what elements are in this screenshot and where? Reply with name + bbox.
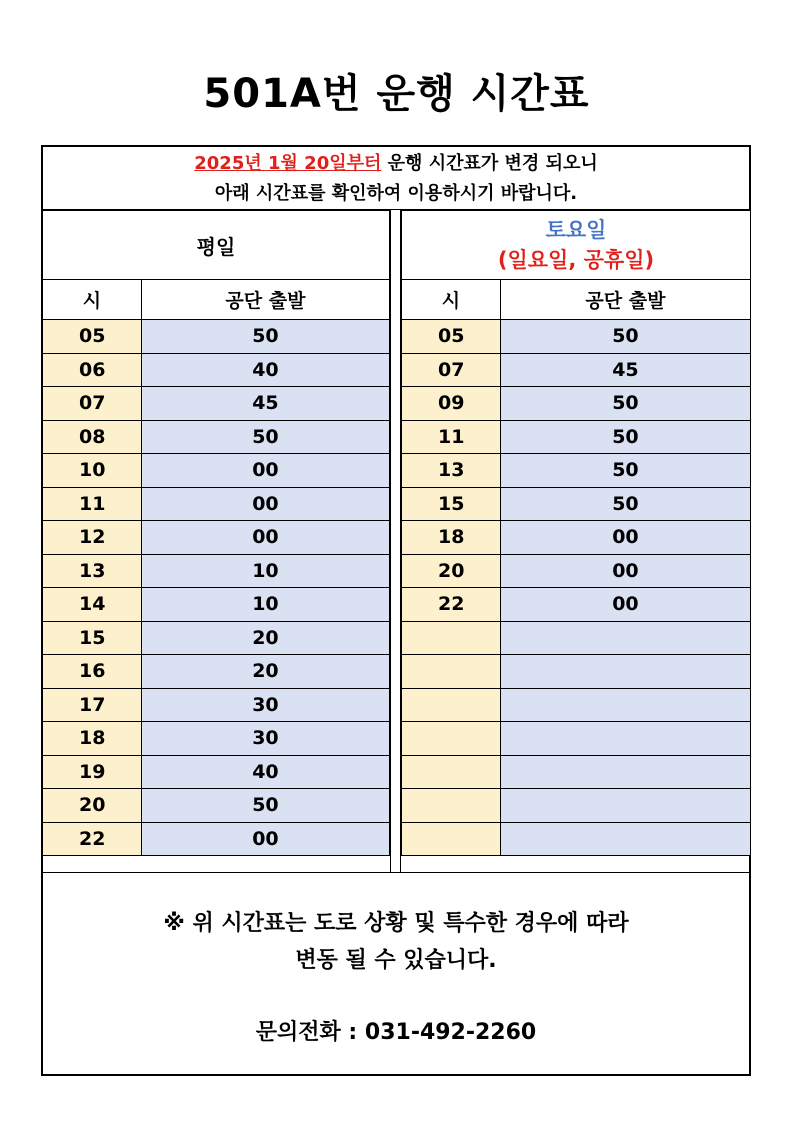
table-row [402, 755, 751, 789]
table-row [402, 521, 751, 555]
departure-minute-cell [500, 655, 750, 689]
saturday-hour-header: 시 [402, 280, 501, 320]
departure-minute-cell: 50 [141, 420, 389, 454]
hour-cell: 05 [43, 320, 142, 354]
footer-line-1: ※ 위 시간표는 도로 상황 및 특수한 경우에 따라 [163, 911, 629, 936]
table-row [43, 320, 390, 354]
departure-minute-cell: 00 [141, 521, 389, 555]
departure-minute-cell: 00 [500, 588, 750, 622]
table-row [402, 822, 751, 856]
hour-cell: 11 [43, 487, 142, 521]
hour-cell: 12 [43, 521, 142, 555]
table-row [43, 755, 390, 789]
departure-minute-cell: 00 [141, 454, 389, 488]
table-row [402, 655, 751, 689]
timetable-frame [41, 145, 751, 1076]
hour-cell: 11 [402, 420, 501, 454]
table-row [402, 621, 751, 655]
table-row [402, 554, 751, 588]
departure-minute-cell: 40 [141, 353, 389, 387]
effective-date: 2025년 1월 20일부터 [194, 153, 382, 174]
table-row [43, 655, 390, 689]
departure-minute-cell: 50 [141, 789, 389, 823]
weekday-minute-header: 공단 출발 [141, 280, 389, 320]
departure-minute-cell: 45 [500, 353, 750, 387]
hour-cell: 05 [402, 320, 501, 354]
hour-cell: 07 [402, 353, 501, 387]
departure-minute-cell: 20 [141, 655, 389, 689]
table-row [43, 688, 390, 722]
departure-minute-cell: 20 [141, 621, 389, 655]
hour-cell: 07 [43, 387, 142, 421]
page-title: 501A번 운행 시간표 [203, 71, 590, 117]
table-row [43, 621, 390, 655]
weekday-label: 평일 [43, 211, 390, 280]
hour-cell: 18 [43, 722, 142, 756]
hour-cell: 10 [43, 454, 142, 488]
table-row [402, 320, 751, 354]
hour-cell: 20 [43, 789, 142, 823]
departure-minute-cell: 30 [141, 688, 389, 722]
hour-cell: 18 [402, 521, 501, 555]
departure-minute-cell [500, 722, 750, 756]
departure-minute-cell: 30 [141, 722, 389, 756]
hour-cell: 06 [43, 353, 142, 387]
table-row [43, 521, 390, 555]
hour-cell [402, 722, 501, 756]
table-row [402, 688, 751, 722]
departure-minute-cell: 50 [500, 487, 750, 521]
hour-cell: 20 [402, 554, 501, 588]
hour-cell [402, 621, 501, 655]
departure-minute-cell [500, 789, 750, 823]
table-row [402, 454, 751, 488]
table-row [43, 420, 390, 454]
notice-line-1-text: 운행 시간표가 변경 되오니 [381, 153, 598, 174]
departure-minute-cell: 10 [141, 554, 389, 588]
table-row [402, 387, 751, 421]
table-row [43, 454, 390, 488]
hour-cell: 08 [43, 420, 142, 454]
hour-cell [402, 789, 501, 823]
saturday-table [401, 210, 751, 856]
departure-minute-cell [500, 688, 750, 722]
table-row [402, 353, 751, 387]
hour-cell [402, 822, 501, 856]
departure-minute-cell: 10 [141, 588, 389, 622]
hour-cell: 17 [43, 688, 142, 722]
weekday-table [42, 210, 390, 856]
column-divider [390, 210, 401, 872]
hour-cell: 15 [402, 487, 501, 521]
departure-minute-cell: 00 [500, 554, 750, 588]
table-row [43, 789, 390, 823]
table-row [43, 353, 390, 387]
saturday-label: 토요일 [545, 218, 607, 242]
table-row [402, 588, 751, 622]
table-row [43, 588, 390, 622]
hour-cell: 22 [402, 588, 501, 622]
table-row [43, 722, 390, 756]
hour-cell: 14 [43, 588, 142, 622]
weekday-hour-header: 시 [43, 280, 142, 320]
saturday-label-cell [402, 211, 751, 280]
hour-cell: 19 [43, 755, 142, 789]
holiday-label: (일요일, 공휴일) [497, 248, 655, 272]
table-row [43, 487, 390, 521]
departure-minute-cell: 50 [500, 320, 750, 354]
footer-line-2: 변동 될 수 있습니다. [295, 948, 497, 973]
footer-notice [43, 872, 749, 1075]
hour-cell [402, 688, 501, 722]
departure-minute-cell: 50 [141, 320, 389, 354]
table-row [43, 822, 390, 856]
notice-line-2: 아래 시간표를 확인하여 이용하시기 바랍니다. [214, 183, 578, 204]
hour-cell [402, 755, 501, 789]
departure-minute-cell [500, 755, 750, 789]
departure-minute-cell: 50 [500, 387, 750, 421]
departure-minute-cell [500, 621, 750, 655]
saturday-minute-header: 공단 출발 [500, 280, 750, 320]
departure-minute-cell: 45 [141, 387, 389, 421]
departure-minute-cell [500, 822, 750, 856]
table-row [402, 722, 751, 756]
departure-minute-cell: 50 [500, 454, 750, 488]
departure-minute-cell: 50 [500, 420, 750, 454]
hour-cell: 22 [43, 822, 142, 856]
notice-line-1 [43, 149, 749, 179]
table-row [402, 789, 751, 823]
hour-cell: 16 [43, 655, 142, 689]
change-notice [43, 147, 749, 210]
table-row [43, 387, 390, 421]
hour-cell [402, 655, 501, 689]
contact-phone: 문의전화 : 031-492-2260 [255, 1020, 537, 1045]
departure-minute-cell: 00 [141, 487, 389, 521]
table-row [402, 420, 751, 454]
table-row [43, 554, 390, 588]
departure-minute-cell: 00 [500, 521, 750, 555]
departure-minute-cell: 00 [141, 822, 389, 856]
hour-cell: 15 [43, 621, 142, 655]
table-row [402, 487, 751, 521]
hour-cell: 09 [402, 387, 501, 421]
hour-cell: 13 [402, 454, 501, 488]
hour-cell: 13 [43, 554, 142, 588]
departure-minute-cell: 40 [141, 755, 389, 789]
